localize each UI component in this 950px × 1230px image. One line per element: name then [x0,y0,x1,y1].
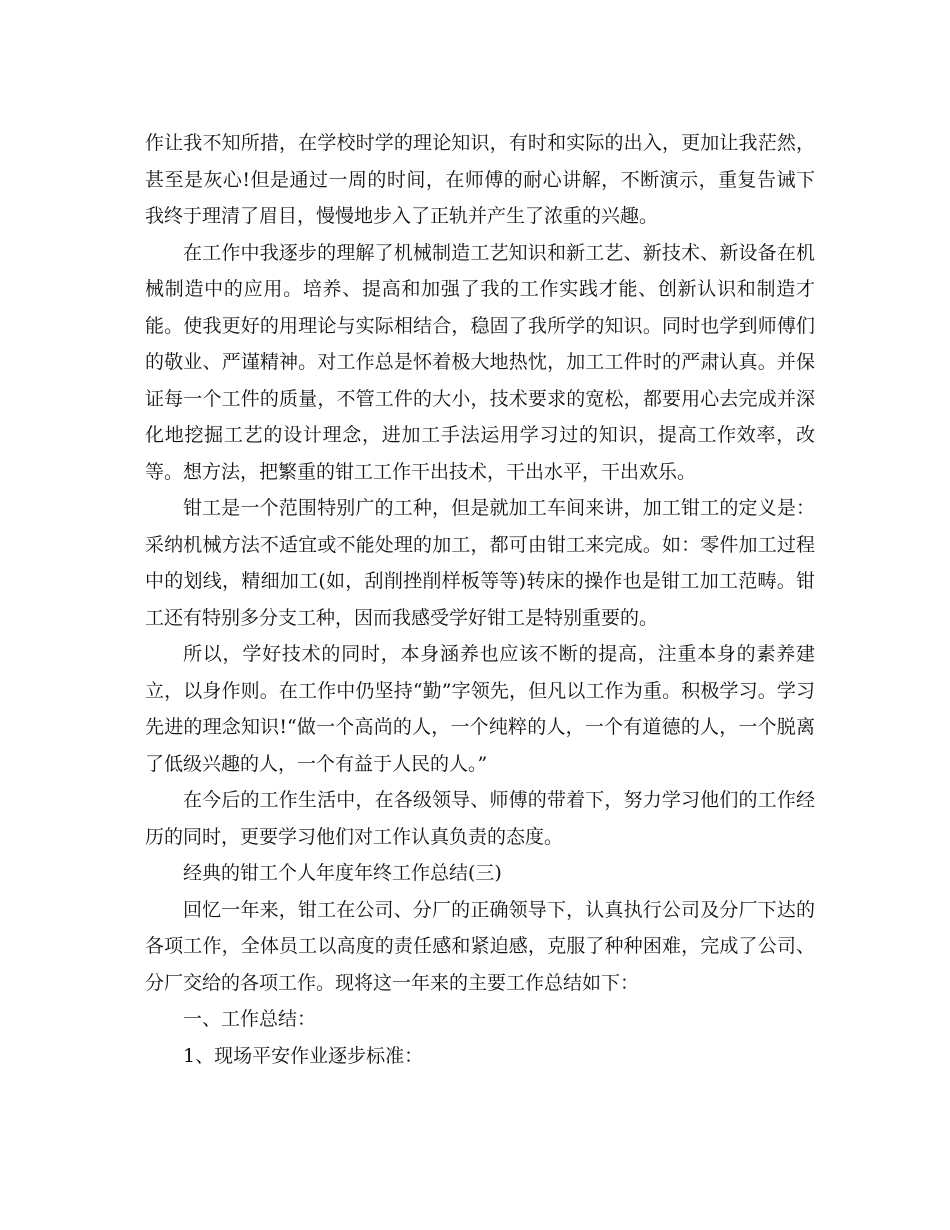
paragraph-future: 在今后的工作生活中，在各级领导、师傅的带着下，努力学习他们的工作经历的同时，更要学习他们对工作认真负责的态度。 [145,789,815,848]
document-body [145,125,815,1074]
paragraph-learning: 在工作中我逐步的理解了机械制造工艺知识和新工艺、新技术、新设备在机械制造中的应用。培养、提高和加强了我的工作实践才能、创新认识和制造才能。使我更好的用理论与实际相结合，稳固了我所学的知识。同时也学到师傅们的敬业、严谨精神。对工作总是怀着极大地热忱，加工工件时的严肃认真。并保证每一个工件的质量，不管工件的大小，技术要求的宽松，都要用心去完成并深化地挖掘工艺的设计理念，进加工手法运用学习过的知识，提高工作效率，改等。想方法，把繁重的钳工工作干出技术，干出水平，干出欢乐。 [145,241,815,483]
paragraph-continuation: 作让我不知所措，在学校时学的理论知识，有时和实际的出入，更加让我茫然，甚至是灰心!但是通过一周的时间，在师傅的耐心讲解，不断演示，重复告诫下我终于理清了眉目，慢慢地步入了正轨并产生了浓重的兴趣。 [145,132,815,227]
heading-safety: 1、现场平安作业逐步标准： [183,1044,424,1067]
paragraph-fitter-definition: 钳工是一个范围特别广的工种，但是就加工车间来讲，加工钳工的定义是：采纳机械方法不适宜或不能处理的加工，都可由钳工来完成。如：零件加工过程中的划线，精细加工(如，刮削挫削样板等等)转床的操作也是钳工加工范畴。钳工还有特别多分支工种，因而我感受学好钳工是特别重要的。 [145,497,815,629]
section-title: 经典的钳工个人年度年终工作总结(三) [183,862,502,884]
paragraph-self-cultivation: 所以，学好技术的同时，本身涵养也应该不断的提高，注重本身的素养建立，以身作则。在工作中仍坚持“勤”字领先，但凡以工作为重。积极学习。学习先进的理念知识!“做一个高尚的人，一个纯粹的人，一个有道德的人，一个脱离了低级兴趣的人，一个有益于人民的人。” [145,643,815,775]
paragraph-review: 回忆一年来，钳工在公司、分厂的正确领导下，认真执行公司及分厂下达的各项工作，全体员工以高度的责任感和紧迫感，克服了种种困难，完成了公司、分厂交给的各项工作。现将这一年来的主要工作总结如下： [145,898,815,994]
heading-work-summary: 一、工作总结： [183,1008,317,1030]
